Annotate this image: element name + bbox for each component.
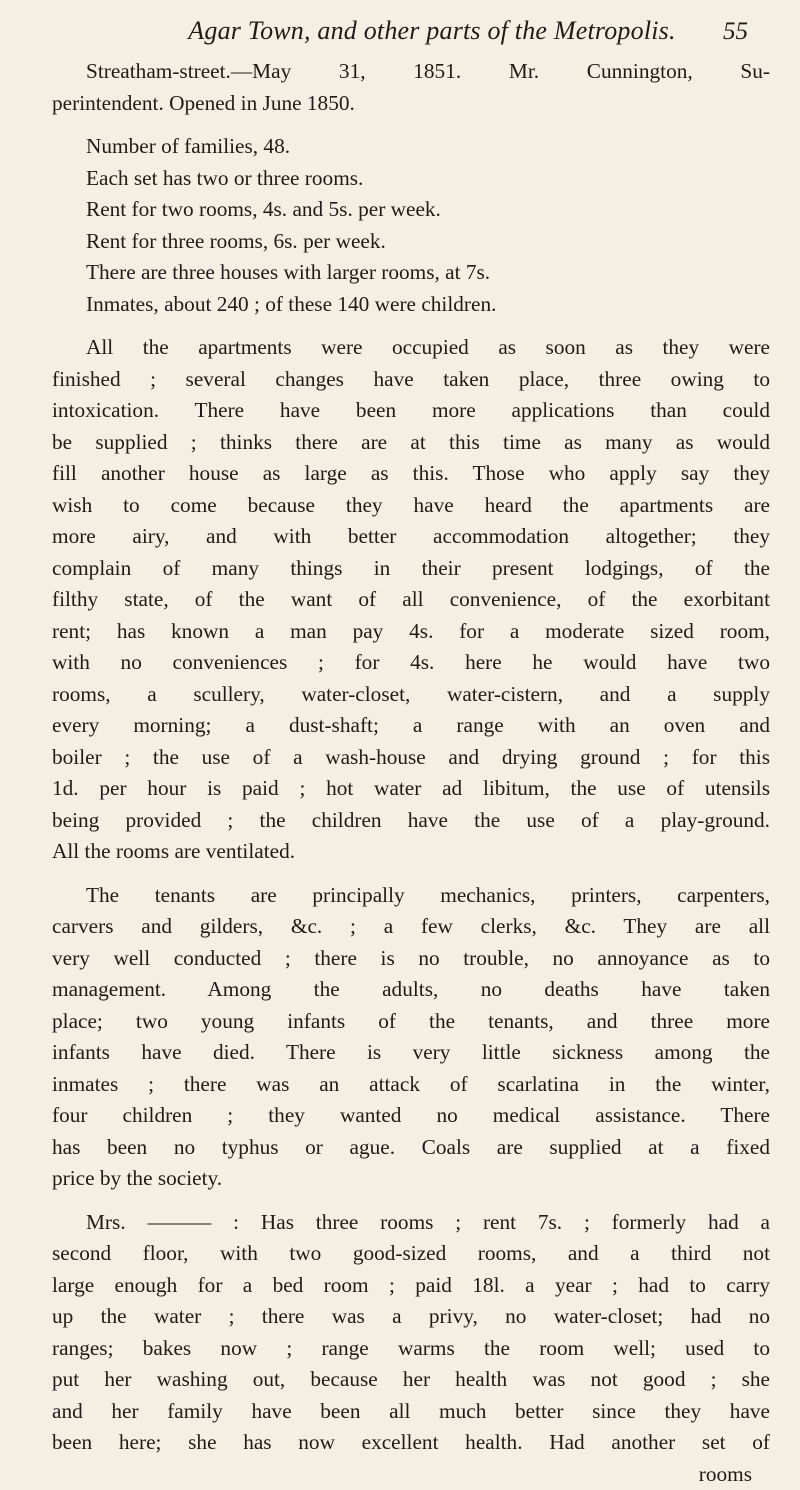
text-line: The tenants are principally mechanics, printers, carpenters, (52, 880, 770, 912)
text-line: Mrs. ——— : Has three rooms ; rent 7s. ; formerly had a (52, 1207, 770, 1239)
page-number: 55 (723, 18, 748, 46)
text-line: boiler ; the use of a wash-house and drying ground ; for this (52, 742, 770, 774)
paragraph-tenants (52, 880, 770, 1195)
page-header (52, 12, 770, 52)
text-line: rooms, a scullery, water-closet, water-cistern, and a supply (52, 679, 770, 711)
paragraph-apartments (52, 332, 770, 868)
text-line: fill another house as large as this. Those who apply say they (52, 458, 770, 490)
text-line: large enough for a bed room ; paid 18l. a year ; had to carry (52, 1270, 770, 1302)
stat-line: There are three houses with larger rooms, at 7s. (86, 257, 770, 289)
text-line: finished ; several changes have taken place, three owing to (52, 364, 770, 396)
text-line: place; two young infants of the tenants, and three more (52, 1006, 770, 1038)
text-line: has been no typhus or ague. Coals are supplied at a fixed (52, 1132, 770, 1164)
catchword: rooms (52, 1459, 770, 1490)
text-line: carvers and gilders, &c. ; a few clerks, &c. They are all (52, 911, 770, 943)
text-line: second floor, with two good-sized rooms, and a third not (52, 1238, 770, 1270)
text-line: perintendent. Opened in June 1850. (52, 88, 770, 120)
paragraph-mrs (52, 1207, 770, 1490)
stat-line: Rent for three rooms, 6s. per week. (86, 226, 770, 258)
text-line: management. Among the adults, no deaths have taken (52, 974, 770, 1006)
text-line: put her washing out, because her health was not good ; she (52, 1364, 770, 1396)
text-line: infants have died. There is very little sickness among the (52, 1037, 770, 1069)
intro-paragraph (52, 56, 770, 119)
text-line: inmates ; there was an attack of scarlatina in the winter, (52, 1069, 770, 1101)
text-line: Streatham-street.—May 31, 1851. Mr. Cunnington, Su- (52, 56, 770, 88)
text-line: 1d. per hour is paid ; hot water ad libitum, the use of utensils (52, 773, 770, 805)
text-line: four children ; they wanted no medical assistance. There (52, 1100, 770, 1132)
text-line: been here; she has now excellent health. Had another set of (52, 1427, 770, 1459)
text-line: very well conducted ; there is no trouble, no annoyance as to (52, 943, 770, 975)
stat-line: Inmates, about 240 ; of these 140 were children. (86, 289, 770, 321)
statistics-list (52, 131, 770, 320)
text-line: rent; has known a man pay 4s. for a moderate sized room, (52, 616, 770, 648)
text-line: and her family have been all much better since they have (52, 1396, 770, 1428)
text-line: more airy, and with better accommodation altogether; they (52, 521, 770, 553)
text-line: price by the society. (52, 1163, 770, 1195)
running-head: Agar Town, and other parts of the Metropolis. (172, 16, 692, 46)
text-line: wish to come because they have heard the apartments are (52, 490, 770, 522)
text-line: filthy state, of the want of all convenience, of the exorbitant (52, 584, 770, 616)
stat-line: Each set has two or three rooms. (86, 163, 770, 195)
stat-line: Rent for two rooms, 4s. and 5s. per week. (86, 194, 770, 226)
text-line: complain of many things in their present lodgings, of the (52, 553, 770, 585)
text-line: every morning; a dust-shaft; a range with an oven and (52, 710, 770, 742)
text-line: All the rooms are ventilated. (52, 836, 770, 868)
text-line: ranges; bakes now ; range warms the room well; used to (52, 1333, 770, 1365)
text-line: All the apartments were occupied as soon as they were (52, 332, 770, 364)
text-line: being provided ; the children have the use of a play-ground. (52, 805, 770, 837)
text-line: up the water ; there was a privy, no water-closet; had no (52, 1301, 770, 1333)
text-line: be supplied ; thinks there are at this time as many as would (52, 427, 770, 459)
page-body (52, 56, 770, 1490)
text-line: with no conveniences ; for 4s. here he would have two (52, 647, 770, 679)
text-line: intoxication. There have been more applications than could (52, 395, 770, 427)
stat-line: Number of families, 48. (86, 131, 770, 163)
